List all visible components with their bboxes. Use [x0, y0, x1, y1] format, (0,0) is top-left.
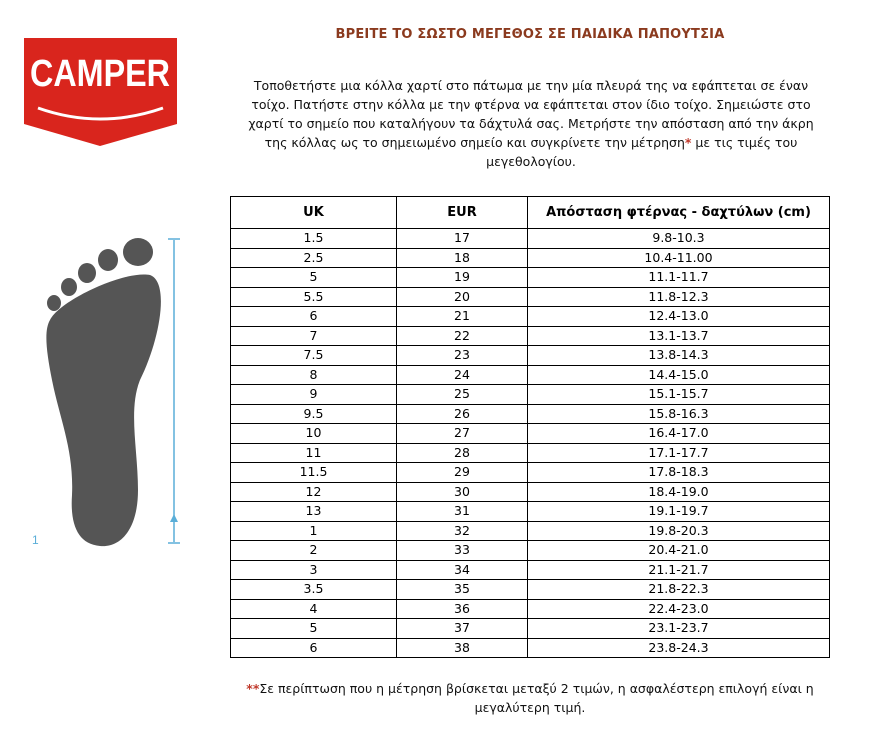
uk-size-cell: 11.5: [231, 463, 397, 483]
logo-text: CAMPER: [30, 53, 170, 95]
eur-size-cell: 18: [397, 248, 528, 268]
uk-size-cell: 3: [231, 560, 397, 580]
distance-cell: 18.4-19.0: [528, 482, 830, 502]
uk-size-cell: 8: [231, 365, 397, 385]
distance-cell: 21.8-22.3: [528, 580, 830, 600]
uk-size-cell: 1: [231, 521, 397, 541]
header-distance: Απόσταση φτέρνας - δαχτύλων (cm): [528, 197, 830, 229]
distance-cell: 17.1-17.7: [528, 443, 830, 463]
distance-cell: 22.4-23.0: [528, 599, 830, 619]
measure-arrowhead: [170, 514, 178, 522]
distance-cell: 20.4-21.0: [528, 541, 830, 561]
table-row: [231, 248, 830, 268]
distance-cell: 21.1-21.7: [528, 560, 830, 580]
uk-size-cell: 13: [231, 502, 397, 522]
eur-size-cell: 30: [397, 482, 528, 502]
table-row: [231, 443, 830, 463]
footnote: [230, 679, 830, 717]
eur-size-cell: 35: [397, 580, 528, 600]
table-row: [231, 560, 830, 580]
footnote-asterisks: **: [246, 681, 260, 696]
eur-size-cell: 17: [397, 229, 528, 249]
page-title: ΒΡΕΙΤΕ ΤΟ ΣΩΣΤΟ ΜΕΓΕΘΟΣ ΣΕ ΠΑΙΔΙΚΑ ΠΑΠΟΥΤΣΙΑ: [335, 27, 725, 42]
measure-label: 1: [32, 533, 39, 547]
eur-size-cell: 36: [397, 599, 528, 619]
uk-size-cell: 10: [231, 424, 397, 444]
eur-size-cell: 37: [397, 619, 528, 639]
table-row: [231, 502, 830, 522]
eur-size-cell: 20: [397, 287, 528, 307]
distance-cell: 9.8-10.3: [528, 229, 830, 249]
table-row: [231, 521, 830, 541]
distance-cell: 19.8-20.3: [528, 521, 830, 541]
eur-size-cell: 26: [397, 404, 528, 424]
uk-size-cell: 9.5: [231, 404, 397, 424]
uk-size-cell: 2: [231, 541, 397, 561]
uk-size-cell: 3.5: [231, 580, 397, 600]
eur-size-cell: 34: [397, 560, 528, 580]
table-row: [231, 287, 830, 307]
table-header-row: [231, 197, 830, 229]
table-row: [231, 307, 830, 327]
header-uk: UK: [231, 197, 397, 229]
table-row: [231, 638, 830, 658]
table-row: [231, 404, 830, 424]
foot-measurement-diagram: [20, 230, 220, 560]
distance-cell: 23.1-23.7: [528, 619, 830, 639]
table-row: [231, 268, 830, 288]
distance-cell: 23.8-24.3: [528, 638, 830, 658]
table-row: [231, 599, 830, 619]
foot-sole: [46, 274, 161, 546]
eur-size-cell: 23: [397, 346, 528, 366]
distance-cell: 16.4-17.0: [528, 424, 830, 444]
third-toe: [78, 263, 96, 283]
distance-cell: 15.1-15.7: [528, 385, 830, 405]
measuring-instructions: [236, 76, 826, 171]
distance-cell: 11.8-12.3: [528, 287, 830, 307]
camper-logo: [24, 38, 177, 150]
fourth-toe: [61, 278, 77, 296]
distance-cell: 12.4-13.0: [528, 307, 830, 327]
eur-size-cell: 24: [397, 365, 528, 385]
eur-size-cell: 29: [397, 463, 528, 483]
eur-size-cell: 32: [397, 521, 528, 541]
table-row: [231, 346, 830, 366]
uk-size-cell: 12: [231, 482, 397, 502]
instructions-tail: με τις τιμές του μεγεθολογίου.: [486, 135, 798, 169]
uk-size-cell: 6: [231, 638, 397, 658]
table-body: [231, 229, 830, 658]
uk-size-cell: 1.5: [231, 229, 397, 249]
eur-size-cell: 38: [397, 638, 528, 658]
table-row: [231, 541, 830, 561]
uk-size-cell: 2.5: [231, 248, 397, 268]
distance-cell: 19.1-19.7: [528, 502, 830, 522]
uk-size-cell: 11: [231, 443, 397, 463]
size-chart-table: [230, 196, 830, 658]
instructions-text: Τοποθετήστε μια κόλλα χαρτί στο πάτωμα με την μία πλευρά της να εφάπτεται σε έναν τοίχο. Πατήστε στην κόλλα με την φτέρνα να εφάπτεται στον ίδιο τοίχο. Σημειώστε στο χαρτί το σημείο που καταλήγουν τα δάχτυλά σας. Μετρήστε την απόσταση από την άκρη της κόλλας ως το σημειωμένο σημείο και συγκρίνετε την μέτρηση: [248, 78, 814, 150]
uk-size-cell: 9: [231, 385, 397, 405]
header-eur: EUR: [397, 197, 528, 229]
uk-size-cell: 6: [231, 307, 397, 327]
uk-size-cell: 5: [231, 268, 397, 288]
uk-size-cell: 5: [231, 619, 397, 639]
table-row: [231, 229, 830, 249]
second-toe: [98, 249, 118, 271]
eur-size-cell: 33: [397, 541, 528, 561]
asterisk-marker: *: [684, 135, 692, 150]
eur-size-cell: 25: [397, 385, 528, 405]
eur-size-cell: 22: [397, 326, 528, 346]
distance-cell: 17.8-18.3: [528, 463, 830, 483]
distance-cell: 13.8-14.3: [528, 346, 830, 366]
table-row: [231, 385, 830, 405]
eur-size-cell: 21: [397, 307, 528, 327]
table-row: [231, 365, 830, 385]
table-row: [231, 482, 830, 502]
distance-cell: 11.1-11.7: [528, 268, 830, 288]
table-row: [231, 580, 830, 600]
uk-size-cell: 7.5: [231, 346, 397, 366]
distance-cell: 14.4-15.0: [528, 365, 830, 385]
distance-cell: 10.4-11.00: [528, 248, 830, 268]
eur-size-cell: 19: [397, 268, 528, 288]
table-row: [231, 463, 830, 483]
eur-size-cell: 28: [397, 443, 528, 463]
eur-size-cell: 27: [397, 424, 528, 444]
footnote-text: Σε περίπτωση που η μέτρηση βρίσκεται μεταξύ 2 τιμών, η ασφαλέστερη επιλογή είναι η μεγαλύτερη τιμή.: [259, 681, 814, 715]
big-toe: [123, 238, 153, 266]
distance-cell: 13.1-13.7: [528, 326, 830, 346]
table-row: [231, 326, 830, 346]
uk-size-cell: 5.5: [231, 287, 397, 307]
table-row: [231, 424, 830, 444]
uk-size-cell: 7: [231, 326, 397, 346]
uk-size-cell: 4: [231, 599, 397, 619]
eur-size-cell: 31: [397, 502, 528, 522]
table-row: [231, 619, 830, 639]
little-toe: [47, 295, 61, 311]
distance-cell: 15.8-16.3: [528, 404, 830, 424]
